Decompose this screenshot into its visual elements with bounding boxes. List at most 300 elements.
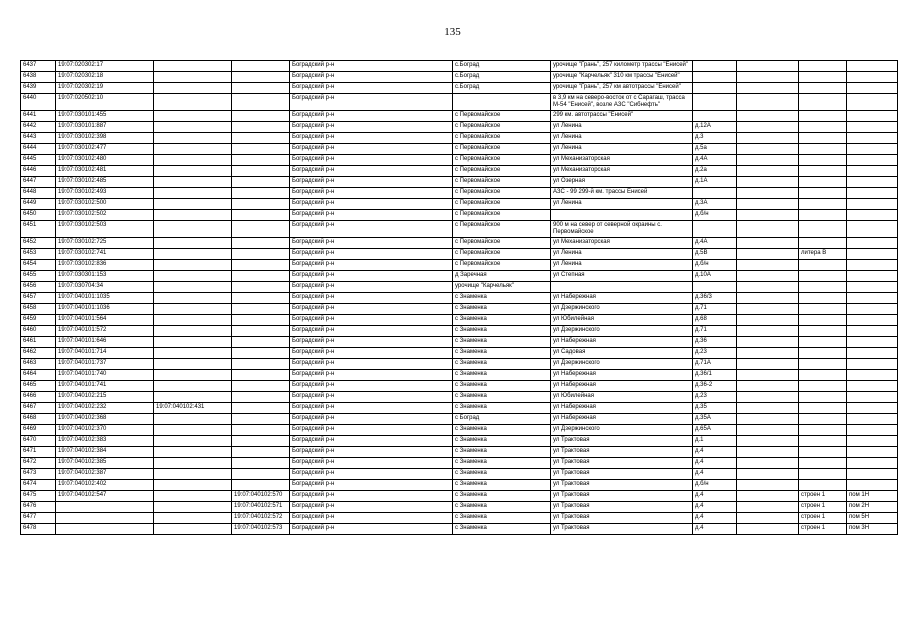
cadastral-number-cell: 19:07:040102:232 (56, 403, 154, 414)
extra-cell (737, 436, 799, 447)
premises-cell (847, 480, 898, 491)
table-row (21, 83, 898, 94)
row-number-cell: 6449 (21, 199, 56, 210)
cadastral-number-cell: 19:07:040101:646 (56, 337, 154, 348)
row-number-cell: 6470 (21, 436, 56, 447)
building-cell (799, 469, 847, 480)
cadastral-number-cell: 19:07:040102:215 (56, 392, 154, 403)
cadastral-number-cell: 19:07:040102:402 (56, 480, 154, 491)
district-cell: Боградский р-н (290, 480, 453, 491)
district-cell: Боградский р-н (290, 271, 453, 282)
street-cell (551, 210, 693, 221)
cadastral-number-cell: 19:07:040102:547 (56, 491, 154, 502)
building-cell (799, 122, 847, 133)
premises-cell (847, 403, 898, 414)
house-cell: д.68 (693, 315, 737, 326)
cadastral-number-cell: 19:07:040101:737 (56, 359, 154, 370)
cadastral-number-cell: 19:07:040102:387 (56, 469, 154, 480)
district-cell: Боградский р-н (290, 447, 453, 458)
locality-cell: с Знаменка (453, 315, 551, 326)
extra-cell (737, 502, 799, 513)
row-number-cell: 6478 (21, 524, 56, 535)
room-number-cell (232, 359, 290, 370)
row-number-cell: 6461 (21, 337, 56, 348)
row-number-cell: 6440 (21, 94, 56, 111)
room-number-cell (232, 315, 290, 326)
street-cell: ул Ленина (551, 122, 693, 133)
street-cell: ул Дзержинского (551, 326, 693, 337)
row-number-cell: 6445 (21, 155, 56, 166)
row-number-cell: 6465 (21, 381, 56, 392)
locality-cell: с Первомайское (453, 210, 551, 221)
row-number-cell: 6441 (21, 111, 56, 122)
linked-number-cell (154, 337, 232, 348)
room-number-cell (232, 293, 290, 304)
room-number-cell: 19:07:040102:571 (232, 502, 290, 513)
room-number-cell: 19:07:040102:573 (232, 524, 290, 535)
extra-cell (737, 249, 799, 260)
street-cell: ул Набережная (551, 414, 693, 425)
cadastral-number-cell: 19:07:040101:741 (56, 381, 154, 392)
district-cell: Боградский р-н (290, 282, 453, 293)
house-cell (693, 83, 737, 94)
house-cell: д.36 (693, 337, 737, 348)
cadastral-number-cell: 19:07:030102:485 (56, 177, 154, 188)
room-number-cell (232, 370, 290, 381)
linked-number-cell (154, 166, 232, 177)
locality-cell: с Первомайское (453, 166, 551, 177)
room-number-cell (232, 282, 290, 293)
house-cell: д.3А (693, 199, 737, 210)
row-number-cell: 6448 (21, 188, 56, 199)
district-cell: Боградский р-н (290, 436, 453, 447)
street-cell: 299 км. автотрассы "Енисей" (551, 111, 693, 122)
table-row (21, 414, 898, 425)
building-cell (799, 260, 847, 271)
premises-cell (847, 94, 898, 111)
street-cell: ул Юбилейная (551, 315, 693, 326)
cadastral-number-cell: 19:07:040101:714 (56, 348, 154, 359)
house-cell (693, 282, 737, 293)
cadastral-number-cell: 19:07:030102:502 (56, 210, 154, 221)
room-number-cell (232, 122, 290, 133)
locality-cell: с Первомайское (453, 221, 551, 238)
table-row (21, 271, 898, 282)
house-cell: д.71 (693, 326, 737, 337)
premises-cell (847, 436, 898, 447)
premises-cell: пом 5Н (847, 513, 898, 524)
locality-cell: с Первомайское (453, 155, 551, 166)
cadastral-number-cell: 19:07:030102:493 (56, 188, 154, 199)
row-number-cell: 6457 (21, 293, 56, 304)
room-number-cell (232, 238, 290, 249)
premises-cell (847, 122, 898, 133)
cadastral-number-cell: 19:07:030102:481 (56, 166, 154, 177)
room-number-cell (232, 61, 290, 72)
locality-cell: с Знаменка (453, 293, 551, 304)
row-number-cell: 6451 (21, 221, 56, 238)
building-cell (799, 210, 847, 221)
locality-cell: с.Боград (453, 83, 551, 94)
street-cell: урочище "Грань", 257 километр трассы "Енисей" (551, 61, 693, 72)
premises-cell (847, 238, 898, 249)
locality-cell: с Знаменка (453, 469, 551, 480)
premises-cell (847, 61, 898, 72)
premises-cell (847, 260, 898, 271)
extra-cell (737, 133, 799, 144)
house-cell: д.36-2 (693, 381, 737, 392)
extra-cell (737, 238, 799, 249)
street-cell: ул Степная (551, 271, 693, 282)
row-number-cell: 6459 (21, 315, 56, 326)
extra-cell (737, 315, 799, 326)
district-cell: Боградский р-н (290, 293, 453, 304)
cadastral-number-cell: 19:07:030704:34 (56, 282, 154, 293)
premises-cell (847, 188, 898, 199)
linked-number-cell (154, 293, 232, 304)
building-cell (799, 133, 847, 144)
cadastral-number-cell: 19:07:030102:477 (56, 144, 154, 155)
building-cell (799, 403, 847, 414)
building-cell (799, 282, 847, 293)
house-cell: д.10А (693, 271, 737, 282)
room-number-cell (232, 221, 290, 238)
row-number-cell: 6443 (21, 133, 56, 144)
building-cell (799, 414, 847, 425)
locality-cell (453, 94, 551, 111)
premises-cell (847, 155, 898, 166)
room-number-cell (232, 271, 290, 282)
building-cell (799, 381, 847, 392)
table-row (21, 221, 898, 238)
district-cell: Боградский р-н (290, 304, 453, 315)
linked-number-cell (154, 348, 232, 359)
house-cell: д.5В (693, 249, 737, 260)
row-number-cell: 6469 (21, 425, 56, 436)
linked-number-cell (154, 392, 232, 403)
room-number-cell: 19:07:040102:570 (232, 491, 290, 502)
table-row (21, 144, 898, 155)
house-cell: д.4 (693, 458, 737, 469)
room-number-cell (232, 425, 290, 436)
cadastral-number-cell: 19:07:030101:887 (56, 122, 154, 133)
table-row (21, 210, 898, 221)
district-cell: Боградский р-н (290, 199, 453, 210)
row-number-cell: 6453 (21, 249, 56, 260)
district-cell: Боградский р-н (290, 458, 453, 469)
linked-number-cell (154, 359, 232, 370)
room-number-cell (232, 249, 290, 260)
building-cell: строен 1 (799, 513, 847, 524)
row-number-cell: 6454 (21, 260, 56, 271)
room-number-cell (232, 326, 290, 337)
table-row (21, 122, 898, 133)
building-cell: строен 1 (799, 502, 847, 513)
room-number-cell (232, 469, 290, 480)
house-cell: д.12А (693, 122, 737, 133)
linked-number-cell (154, 524, 232, 535)
row-number-cell: 6475 (21, 491, 56, 502)
locality-cell: с Первомайское (453, 122, 551, 133)
house-cell: д.35 (693, 403, 737, 414)
room-number-cell (232, 177, 290, 188)
linked-number-cell (154, 155, 232, 166)
locality-cell: с Первомайское (453, 111, 551, 122)
house-cell (693, 111, 737, 122)
locality-cell: с Знаменка (453, 480, 551, 491)
cadastral-number-cell (56, 524, 154, 535)
premises-cell (847, 414, 898, 425)
extra-cell (737, 491, 799, 502)
locality-cell: с Знаменка (453, 359, 551, 370)
district-cell: Боградский р-н (290, 144, 453, 155)
building-cell: литера В (799, 249, 847, 260)
building-cell (799, 337, 847, 348)
table-row (21, 348, 898, 359)
house-cell (693, 61, 737, 72)
room-number-cell (232, 414, 290, 425)
linked-number-cell (154, 271, 232, 282)
building-cell (799, 155, 847, 166)
cadastral-number-cell: 19:07:040101:572 (56, 326, 154, 337)
table-row (21, 315, 898, 326)
table-row (21, 155, 898, 166)
table-row (21, 188, 898, 199)
extra-cell (737, 111, 799, 122)
room-number-cell (232, 199, 290, 210)
street-cell: ул Трактовая (551, 436, 693, 447)
house-cell: д.35А (693, 414, 737, 425)
table-row (21, 238, 898, 249)
extra-cell (737, 72, 799, 83)
house-cell: д.4А (693, 238, 737, 249)
extra-cell (737, 425, 799, 436)
cadastral-number-cell: 19:07:040101:1036 (56, 304, 154, 315)
row-number-cell: 6447 (21, 177, 56, 188)
premises-cell (847, 83, 898, 94)
page-number: 135 (444, 26, 461, 38)
linked-number-cell (154, 133, 232, 144)
premises-cell (847, 337, 898, 348)
premises-cell: пом 1Н (847, 491, 898, 502)
district-cell: Боградский р-н (290, 133, 453, 144)
linked-number-cell (154, 304, 232, 315)
locality-cell: с Первомайское (453, 188, 551, 199)
table-row (21, 469, 898, 480)
building-cell (799, 94, 847, 111)
row-number-cell: 6471 (21, 447, 56, 458)
linked-number-cell (154, 436, 232, 447)
linked-number-cell (154, 188, 232, 199)
district-cell: Боградский р-н (290, 260, 453, 271)
linked-number-cell (154, 469, 232, 480)
cadastral-number-cell: 19:07:030102:741 (56, 249, 154, 260)
district-cell: Боградский р-н (290, 83, 453, 94)
street-cell: ул Ленина (551, 249, 693, 260)
room-number-cell (232, 72, 290, 83)
room-number-cell (232, 381, 290, 392)
row-number-cell: 6476 (21, 502, 56, 513)
table-row (21, 111, 898, 122)
room-number-cell: 19:07:040102:572 (232, 513, 290, 524)
building-cell (799, 436, 847, 447)
building-cell (799, 480, 847, 491)
district-cell: Боградский р-н (290, 469, 453, 480)
room-number-cell (232, 337, 290, 348)
linked-number-cell (154, 221, 232, 238)
locality-cell: с Знаменка (453, 513, 551, 524)
building-cell (799, 72, 847, 83)
district-cell: Боградский р-н (290, 249, 453, 260)
locality-cell: с Первомайское (453, 177, 551, 188)
premises-cell (847, 166, 898, 177)
cadastral-number-cell: 19:07:030102:503 (56, 221, 154, 238)
street-cell: урочище "Карчельяк" 310 км трассы "Енисей" (551, 72, 693, 83)
street-cell: ул Механизаторская (551, 166, 693, 177)
street-cell: АЗС - 99 299-й км. трассы Енисей (551, 188, 693, 199)
building-cell (799, 359, 847, 370)
premises-cell (847, 133, 898, 144)
street-cell: ул Набережная (551, 293, 693, 304)
room-number-cell (232, 447, 290, 458)
table-row (21, 249, 898, 260)
locality-cell: с Знаменка (453, 458, 551, 469)
street-cell: ул Озерная (551, 177, 693, 188)
premises-cell (847, 199, 898, 210)
street-cell: ул Ленина (551, 199, 693, 210)
table-row (21, 524, 898, 535)
extra-cell (737, 221, 799, 238)
extra-cell (737, 177, 799, 188)
table-row (21, 72, 898, 83)
locality-cell: с Первомайское (453, 238, 551, 249)
linked-number-cell (154, 381, 232, 392)
extra-cell (737, 381, 799, 392)
extra-cell (737, 403, 799, 414)
extra-cell (737, 155, 799, 166)
row-number-cell: 6462 (21, 348, 56, 359)
table-row (21, 177, 898, 188)
cadastral-number-cell: 19:07:030102:836 (56, 260, 154, 271)
room-number-cell (232, 188, 290, 199)
table-row (21, 94, 898, 111)
district-cell: Боградский р-н (290, 414, 453, 425)
room-number-cell (232, 260, 290, 271)
cadastral-register-table (20, 60, 898, 535)
room-number-cell (232, 144, 290, 155)
linked-number-cell (154, 111, 232, 122)
linked-number-cell (154, 480, 232, 491)
room-number-cell (232, 348, 290, 359)
locality-cell: с Знаменка (453, 403, 551, 414)
table-row (21, 381, 898, 392)
building-cell (799, 458, 847, 469)
room-number-cell (232, 392, 290, 403)
locality-cell: с Знаменка (453, 436, 551, 447)
house-cell: д.3 (693, 133, 737, 144)
extra-cell (737, 293, 799, 304)
house-cell: д.б/н (693, 210, 737, 221)
street-cell: ул Трактовая (551, 502, 693, 513)
street-cell: 900 м на север от северной окраины с. Первомайское (551, 221, 693, 238)
table-row (21, 502, 898, 513)
district-cell: Боградский р-н (290, 359, 453, 370)
street-cell: ул Садовая (551, 348, 693, 359)
room-number-cell (232, 111, 290, 122)
locality-cell: с Знаменка (453, 304, 551, 315)
room-number-cell (232, 458, 290, 469)
cadastral-number-cell: 19:07:020502:10 (56, 94, 154, 111)
extra-cell (737, 480, 799, 491)
table-row (21, 293, 898, 304)
linked-number-cell (154, 177, 232, 188)
premises-cell (847, 326, 898, 337)
house-cell: д.1 (693, 436, 737, 447)
locality-cell: с Знаменка (453, 326, 551, 337)
extra-cell (737, 458, 799, 469)
cadastral-number-cell: 19:07:020302:19 (56, 83, 154, 94)
street-cell: ул Юбилейная (551, 392, 693, 403)
room-number-cell (232, 480, 290, 491)
extra-cell (737, 122, 799, 133)
house-cell: д.2а (693, 166, 737, 177)
street-cell: ул Трактовая (551, 458, 693, 469)
building-cell (799, 188, 847, 199)
district-cell: Боградский р-н (290, 210, 453, 221)
district-cell: Боградский р-н (290, 524, 453, 535)
table-row (21, 337, 898, 348)
premises-cell (847, 370, 898, 381)
street-cell: ул Дзержинского (551, 425, 693, 436)
cadastral-number-cell: 19:07:040101:740 (56, 370, 154, 381)
extra-cell (737, 61, 799, 72)
row-number-cell: 6463 (21, 359, 56, 370)
extra-cell (737, 524, 799, 535)
linked-number-cell (154, 458, 232, 469)
locality-cell: с Знаменка (453, 447, 551, 458)
building-cell (799, 166, 847, 177)
row-number-cell: 6466 (21, 392, 56, 403)
house-cell: д.б/н (693, 480, 737, 491)
district-cell: Боградский р-н (290, 502, 453, 513)
house-cell: д.4 (693, 524, 737, 535)
locality-cell: с Первомайское (453, 249, 551, 260)
extra-cell (737, 469, 799, 480)
linked-number-cell (154, 122, 232, 133)
cadastral-number-cell: 19:07:030102:480 (56, 155, 154, 166)
extra-cell (737, 359, 799, 370)
row-number-cell: 6464 (21, 370, 56, 381)
extra-cell (737, 166, 799, 177)
street-cell: ул Ленина (551, 260, 693, 271)
linked-number-cell (154, 425, 232, 436)
district-cell: Боградский р-н (290, 513, 453, 524)
building-cell (799, 199, 847, 210)
linked-number-cell (154, 94, 232, 111)
district-cell: Боградский р-н (290, 188, 453, 199)
district-cell: Боградский р-н (290, 326, 453, 337)
street-cell: ул Трактовая (551, 480, 693, 491)
street-cell: ул Набережная (551, 370, 693, 381)
row-number-cell: 6442 (21, 122, 56, 133)
extra-cell (737, 271, 799, 282)
building-cell (799, 177, 847, 188)
linked-number-cell (154, 210, 232, 221)
room-number-cell (232, 403, 290, 414)
premises-cell (847, 111, 898, 122)
house-cell (693, 188, 737, 199)
premises-cell (847, 177, 898, 188)
